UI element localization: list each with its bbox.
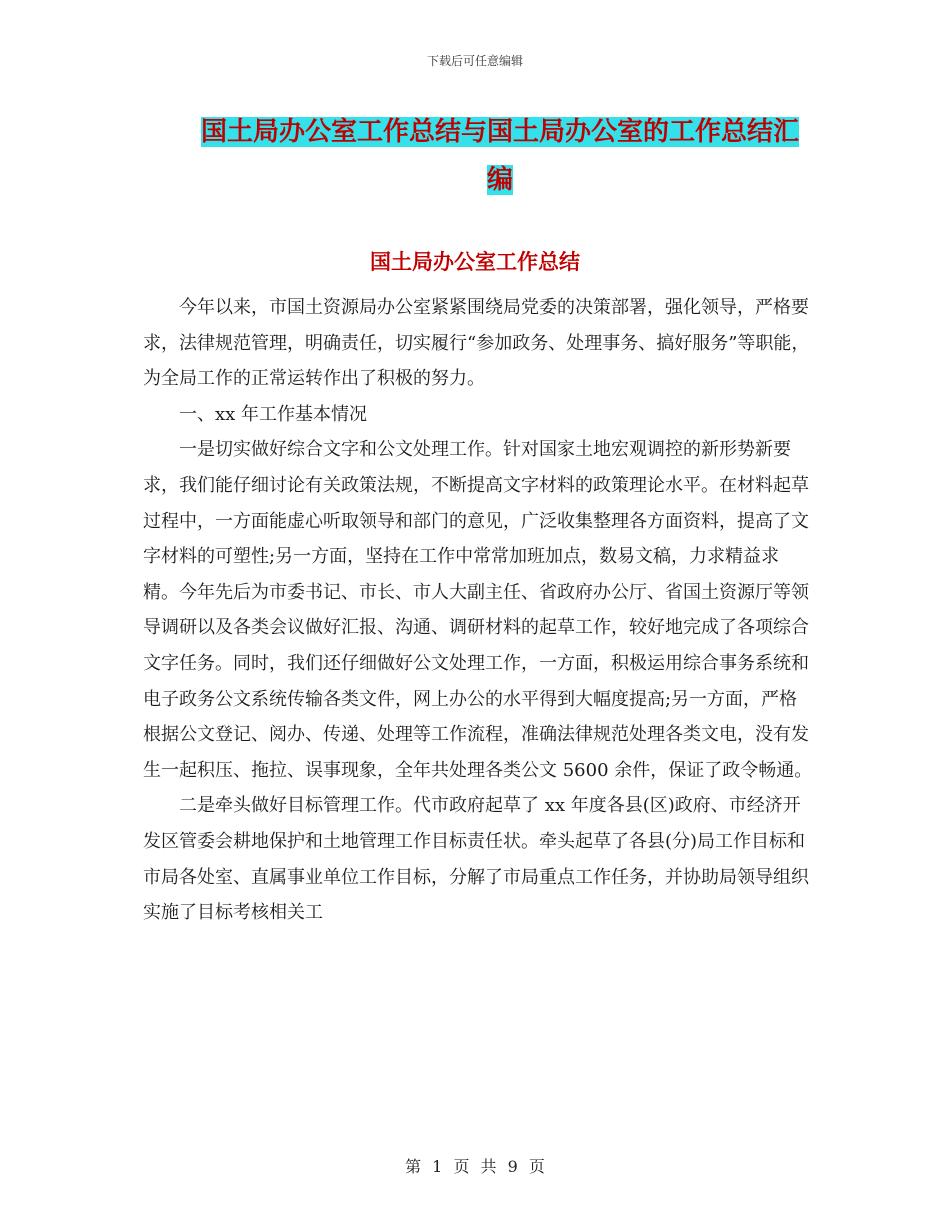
- paragraph-intro: 今年以来，市国土资源局办公室紧紧围绕局党委的决策部署，强化领导，严格要求，法律规范管理，明确责任，切实履行“参加政务、处理事务、搞好服务”等职能，为全局工作的正常运转作出了积极的努力。: [143, 297, 810, 390]
- paragraph-heading: 一、xx 年工作基本情况: [179, 403, 368, 425]
- section-title: 国土局办公室工作总结: [370, 249, 580, 274]
- document-main-title: [190, 108, 810, 204]
- page-header-note: 下载后可任意编辑: [426, 54, 523, 68]
- main-title-text: 国土局办公室工作总结与国土局办公室的工作总结汇编: [200, 117, 799, 195]
- document-body: [143, 290, 813, 931]
- page-footer-number: 第 1 页 共 9 页: [405, 1157, 545, 1176]
- paragraph-second-item: 二是牵头做好目标管理工作。代市政府起草了 xx 年度各县(区)政府、市经济开发区管委会耕地保护和土地管理工作目标责任状。牵头起草了各县(分)局工作目标和市局各处室、直属事业单位工作目标，分解了市局重点工作任务，并协助局领导组织实施了目标考核相关工: [143, 795, 809, 924]
- paragraph-first-item: 一是切实做好综合文字和公文处理工作。针对国家土地宏观调控的新形势新要求，我们能仔细讨论有关政策法规，不断提高文字材料的政策理论水平。在材料起草过程中，一方面能虚心听取领导和部门的意见，广泛收集整理各方面资料，提高了文字材料的可塑性;另一方面，坚持在工作中常常加班加点，数易文稿，力求精益求精。今年先后为市委书记、市长、市人大副主任、省政府办公厅、省国土资源厅等领导调研以及各类会议做好汇报、沟通、调研材料的起草工作，较好地完成了各项综合文字任务。同时，我们还仔细做好公文处理工作，一方面，积极运用综合事务系统和电子政务公文系统传输各类文件，网上办公的水平得到大幅度提高;另一方面，严格根据公文登记、阅办、传递、处理等工作流程，准确法律规范处理各类文电，没有发生一起积压、拖拉、误事现象，全年共处理各类公文 5600 余件，保证了政令畅通。: [143, 439, 813, 781]
